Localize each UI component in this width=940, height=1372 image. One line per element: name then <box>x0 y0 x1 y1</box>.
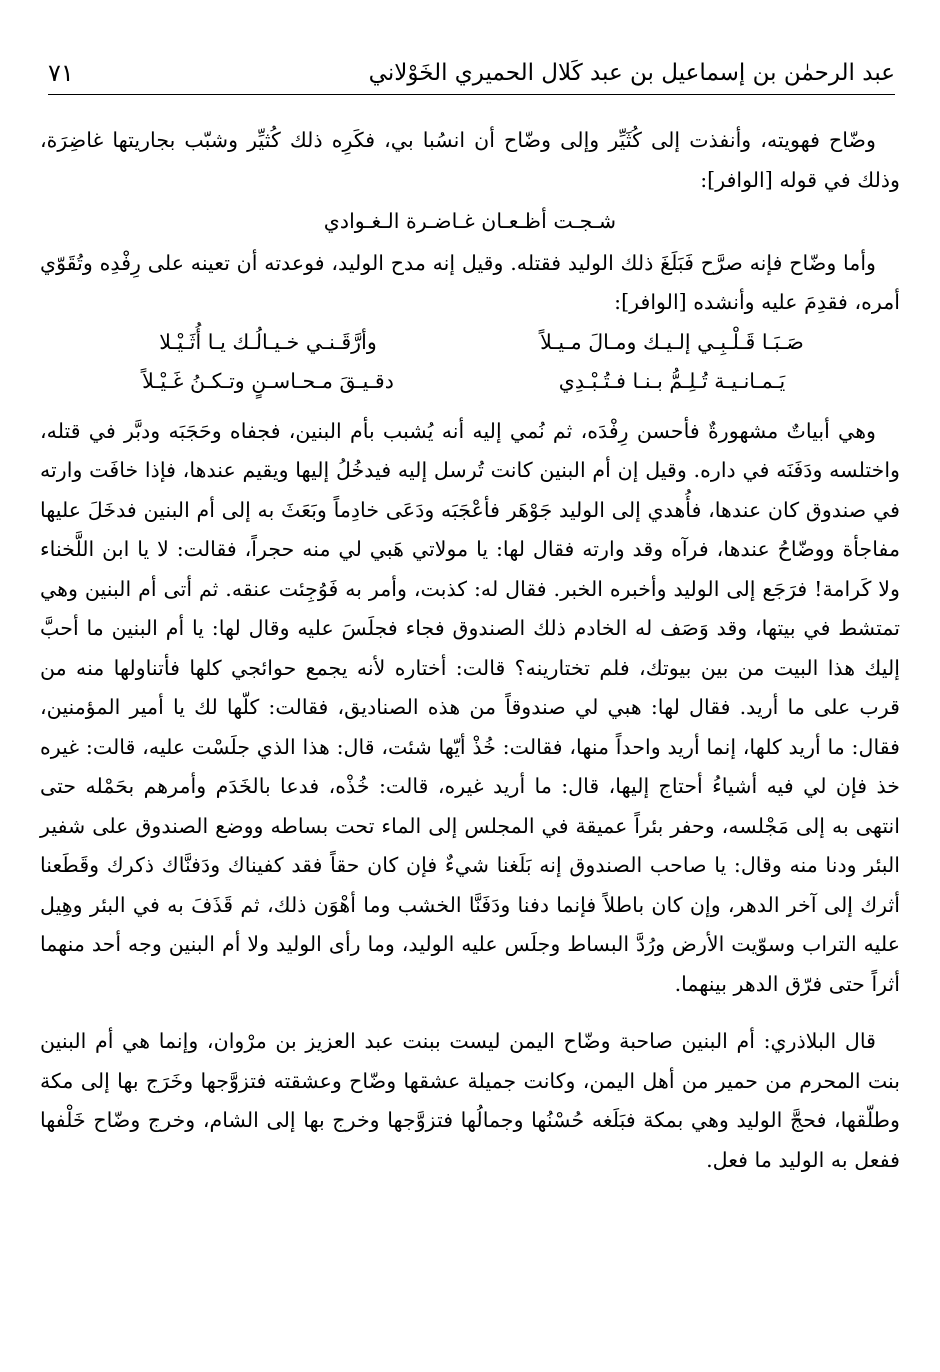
page-number: ٧١ <box>48 59 74 87</box>
verse-line-3 <box>80 362 860 402</box>
verse-hemistich-second: دقـيـقَ مـحـاسـنٍ وتـكـنُ غَـيْـلاً <box>142 369 394 393</box>
paragraph-2: وأما وضّاح فإنه صرَّح فَبَلَغَ ذلك الوليد فقتله. وقيل إنه مدح الوليد، فوعدته أن تعينه على رِفْدِه وتُقَوّي أمره، فقدِمَ عليه وأنشده [الوافر]: <box>40 250 900 314</box>
verse-hemistich-first: صَـبَـا قَـلْـبِـي إلـيـك ومـالَ مـيـلاً <box>540 329 804 354</box>
paragraph-3: وهي أبياتٌ مشهورةٌ فأحسن رِفْدَه، ثم نُمي إليه أنه يُشبب بأم البنين، فجفاه وحَجَبَه ودبَّر في قتله، واختلسه ودَفَنَه في داره. وقيل إن أم البنين كانت تُرسل إليه فيدخُلُ إليها ويقيم عندها، فإذا خافَت وارته في صندوق كان عندها، فأُهدي إلى الوليد جَوْهَر فأعْجَبَه ودَعَى خادِماً وبَعَثَ به إلى أم البنين فدخَلَ عليها مفاجأة ووضّاحُ عندها، فرآه وقد وارته فقال لها: يا مولاتي هَبي لي منه حجراً، فقالت: لا يا ابن اللَّخناء ولا كَرامة! فرَجَع إلى الوليد وأخبره الخبر. فقال له: كذبت، وأمر به فَوُجِئت عنقه. ثم أتى أم البنين وهي تمتشط في بيتها، وقد وَصَف له الخادم ذلك الصندوق فجاء فجلَسَ عليه وقال لها: يا أم البنين ما أحبَّ إليك هذا البيت من بين بيوتك، فلم تختارينه؟ قالت: أختاره لأنه يجمع حوائجي كلها فأتناولها منه من قرب على ما أريد. فقال لها: هبي لي صندوقاً من هذه الصناديق، فقالت: كلّها لك يا أمير المؤمنين، فقال: ما أريد كلها، إنما أريد واحداً منها، فقالت: خُذْ أيّها شئت، قال: هذا الذي جلَسْت عليه، قالت: غيره خذ فإن لي فيه أشياءُ أحتاج إليها، قال: ما أريد غيره، قالت: خُذْه، فدعا بالخَدَم وأمرهم بحَمْله حتى انتهى به إلى مَجْلسه، وحفر بئراً عميقة في المجلس إلى الماء تحت بساطه ووضع الصندوق على شفير البئر ودنا منه وقال: يا صاحب الصندوق إنه بَلَغنا شيءٌ فإن كان حقاً فقد كفيناك ودَفنَّاك ذكرك وقَطَعنا أثرك إلى آخر الدهر، وإن كان باطلاً فإنما دفنا ودَفَنَّا الخشب وما أهْوَن ذلك، ثم قَذَفَ به في البئر وهِيل عليه التراب وسوّيت الأرض ورُدَّ البساط وجلَس عليه الوليد، وما رأى الوليد ولا أم البنين وجه أحد منهما أثراً حتى فرّق الدهر بينهما. <box>40 418 900 996</box>
verse-hemistich-second: وأرَّقَـنـي خـيـالُـك يـا أُثَـيْـلا <box>159 329 377 354</box>
paragraph-1: وضّاح فهويته، وأنفذت إلى كُثَيِّر وإلى وضّاح أن انسُبا بي، فكَرِه ذلك كُثيِّر وشبّب بجاريتها غاضِرَة، وذلك في قوله [الوافر]: <box>40 128 900 192</box>
page-header <box>48 52 895 95</box>
running-head: عبد الرحمٰن بن إسماعيل بن عبد كَلال الحميري الخَوْلاني <box>368 60 895 86</box>
verse-line-2 <box>80 323 860 363</box>
paragraph-4: قال البلاذري: أم البنين صاحبة وضّاح اليمن ليست ببنت عبد العزيز بن مرْوان، وإنما هي أم البنين بنت المحرم من حمير من أهل اليمن، وكانت جميلة عشقها وضّاح وعشقته فتزوَّجها وخَرَج بها إلى مكة وطلّقها، فحجَّ الوليد وهي بمكة فبَلَغه حُسْنُها وجمالُها فتزوَّجها وخرج بها إلى الشام، وخرج وضّاح خَلْفها ففعل به الوليد ما فعل. <box>40 1029 900 1172</box>
verse-line-1: شـجـت أظـعـان غـاضـرة الـغـوادي <box>323 209 617 233</box>
verse-hemistich-first: يَـمـانـيـة تُـلِـمُّ بـنـا فـتُـبْـدِي <box>558 369 786 393</box>
page-body <box>40 121 900 1180</box>
